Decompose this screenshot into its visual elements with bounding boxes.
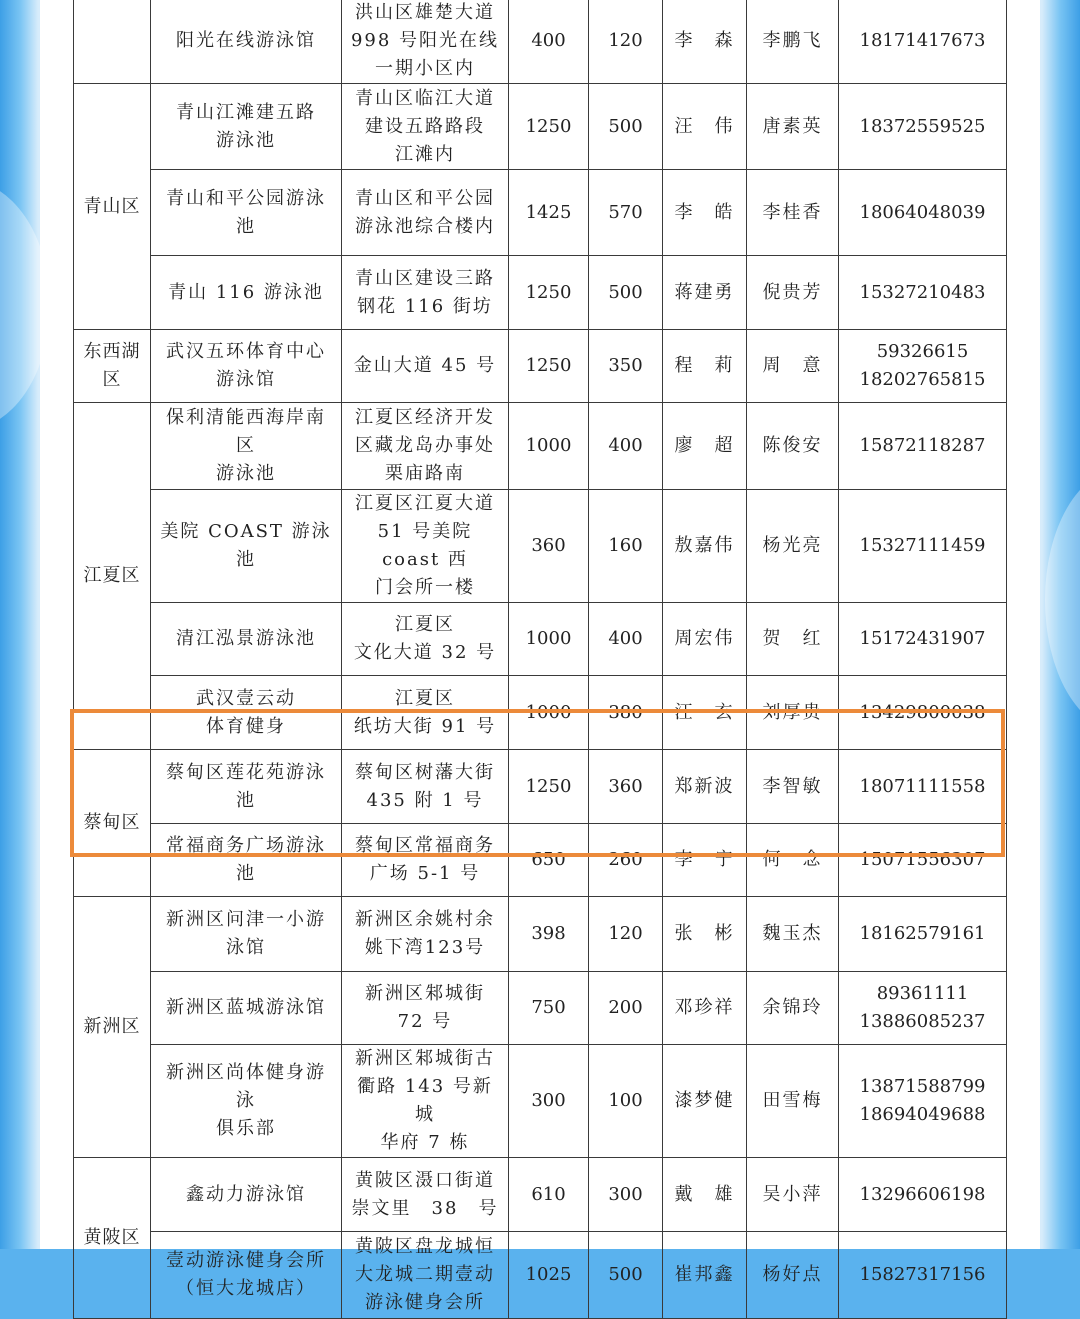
- venue-name-cell: 新洲区尚体健身游泳 俱乐部: [151, 1045, 342, 1158]
- area-cell: 400: [509, 0, 589, 84]
- area-cell: 1425: [509, 170, 589, 256]
- contact-cell: 唐素英: [747, 84, 839, 170]
- venue-name-cell: 青山江滩建五路 游泳池: [151, 84, 342, 170]
- address-cell: 新洲区余姚村余 姚下湾123号: [342, 897, 509, 972]
- address-cell: 江夏区江夏大道 51 号美院 coast 西 门会所一楼: [342, 490, 509, 603]
- contact-cell: 李桂香: [747, 170, 839, 256]
- phone-cell: 13429800038: [839, 676, 1007, 750]
- address-cell: 黄陂区盘龙城恒 大龙城二期壹动 游泳健身会所: [342, 1232, 509, 1319]
- venue-name-cell: 青山和平公园游泳池: [151, 170, 342, 256]
- phone-cell: 18372559525: [839, 84, 1007, 170]
- contact-cell: 倪贵芳: [747, 256, 839, 330]
- area-cell: 1250: [509, 256, 589, 330]
- table-row: [74, 0, 1007, 84]
- district-cell: 黄陂区: [74, 1158, 151, 1319]
- table-row: [74, 490, 1007, 603]
- capacity-cell: 100: [589, 1045, 663, 1158]
- manager-cell: 敖嘉伟: [663, 490, 747, 603]
- capacity-cell: 350: [589, 330, 663, 403]
- venue-name-cell: 清江泓景游泳池: [151, 603, 342, 676]
- table-row: [74, 972, 1007, 1045]
- contact-cell: 杨光亮: [747, 490, 839, 603]
- district-cell: 新洲区: [74, 897, 151, 1158]
- manager-cell: 程 莉: [663, 330, 747, 403]
- phone-cell: 13296606198: [839, 1158, 1007, 1232]
- contact-cell: 贺 红: [747, 603, 839, 676]
- address-cell: 青山区临江大道 建设五路路段 江滩内: [342, 84, 509, 170]
- venue-name-cell: 武汉壹云动 体育健身: [151, 676, 342, 750]
- area-cell: 1000: [509, 676, 589, 750]
- phone-cell: 89361111 13886085237: [839, 972, 1007, 1045]
- address-cell: 蔡甸区常福商务 广场 5-1 号: [342, 824, 509, 897]
- district-cell: 江夏区: [74, 403, 151, 750]
- phone-cell: 18162579161: [839, 897, 1007, 972]
- address-cell: 蔡甸区树藩大街 435 附 1 号: [342, 750, 509, 824]
- venue-name-cell: 常福商务广场游泳池: [151, 824, 342, 897]
- district-cell: [74, 0, 151, 84]
- area-cell: 300: [509, 1045, 589, 1158]
- capacity-cell: 380: [589, 676, 663, 750]
- table-row: [74, 330, 1007, 403]
- table-row: [74, 256, 1007, 330]
- area-cell: 1000: [509, 603, 589, 676]
- contact-cell: 魏玉杰: [747, 897, 839, 972]
- manager-cell: 戴 雄: [663, 1158, 747, 1232]
- phone-cell: 18064048039: [839, 170, 1007, 256]
- address-cell: 金山大道 45 号: [342, 330, 509, 403]
- swimming-venue-table: [73, 0, 1007, 1319]
- venue-name-cell: 鑫动力游泳馆: [151, 1158, 342, 1232]
- capacity-cell: 570: [589, 170, 663, 256]
- phone-cell: 15327111459: [839, 490, 1007, 603]
- manager-cell: 郑新波: [663, 750, 747, 824]
- area-cell: 1250: [509, 750, 589, 824]
- capacity-cell: 500: [589, 1232, 663, 1319]
- phone-cell: 15827317156: [839, 1232, 1007, 1319]
- manager-cell: 漆梦健: [663, 1045, 747, 1158]
- contact-cell: 吴小萍: [747, 1158, 839, 1232]
- capacity-cell: 200: [589, 972, 663, 1045]
- contact-cell: 何 念: [747, 824, 839, 897]
- area-cell: 610: [509, 1158, 589, 1232]
- table-row: [74, 824, 1007, 897]
- capacity-cell: 120: [589, 897, 663, 972]
- capacity-cell: 260: [589, 824, 663, 897]
- capacity-cell: 300: [589, 1158, 663, 1232]
- contact-cell: 李鹏飞: [747, 0, 839, 84]
- capacity-cell: 120: [589, 0, 663, 84]
- phone-cell: 18071111558: [839, 750, 1007, 824]
- manager-cell: 李 宁: [663, 824, 747, 897]
- address-cell: 青山区和平公园 游泳池综合楼内: [342, 170, 509, 256]
- phone-cell: 15172431907: [839, 603, 1007, 676]
- area-cell: 1250: [509, 330, 589, 403]
- table-row: [74, 1045, 1007, 1158]
- venue-name-cell: 美院 COAST 游泳池: [151, 490, 342, 603]
- venue-name-cell: 蔡甸区莲花苑游泳池: [151, 750, 342, 824]
- district-cell: 东西湖 区: [74, 330, 151, 403]
- phone-cell: 18171417673: [839, 0, 1007, 84]
- table-row: [74, 1232, 1007, 1319]
- background-circle: [1045, 470, 1080, 730]
- contact-cell: 刘厚贵: [747, 676, 839, 750]
- table-row: [74, 84, 1007, 170]
- venue-name-cell: 壹动游泳健身会所 （恒大龙城店）: [151, 1232, 342, 1319]
- capacity-cell: 400: [589, 403, 663, 490]
- area-cell: 1250: [509, 84, 589, 170]
- capacity-cell: 360: [589, 750, 663, 824]
- capacity-cell: 160: [589, 490, 663, 603]
- venue-name-cell: 青山 116 游泳池: [151, 256, 342, 330]
- manager-cell: 邓珍祥: [663, 972, 747, 1045]
- manager-cell: 周宏伟: [663, 603, 747, 676]
- table-row: [74, 170, 1007, 256]
- manager-cell: 汪 玄: [663, 676, 747, 750]
- contact-cell: 杨好点: [747, 1232, 839, 1319]
- capacity-cell: 400: [589, 603, 663, 676]
- phone-cell: 59326615 18202765815: [839, 330, 1007, 403]
- area-cell: 360: [509, 490, 589, 603]
- manager-cell: 崔邦鑫: [663, 1232, 747, 1319]
- capacity-cell: 500: [589, 84, 663, 170]
- address-cell: 洪山区雄楚大道 998 号阳光在线 一期小区内: [342, 0, 509, 84]
- area-cell: 650: [509, 824, 589, 897]
- phone-cell: 15872118287: [839, 403, 1007, 490]
- table-row: [74, 676, 1007, 750]
- manager-cell: 汪 伟: [663, 84, 747, 170]
- manager-cell: 张 彬: [663, 897, 747, 972]
- address-cell: 新洲区邾城街 72 号: [342, 972, 509, 1045]
- venue-name-cell: 保利清能西海岸南区 游泳池: [151, 403, 342, 490]
- address-cell: 新洲区邾城街古 衢路 143 号新城 华府 7 栋: [342, 1045, 509, 1158]
- table-row: [74, 897, 1007, 972]
- phone-cell: 15071556307: [839, 824, 1007, 897]
- table-row: [74, 1158, 1007, 1232]
- area-cell: 398: [509, 897, 589, 972]
- address-cell: 江夏区 文化大道 32 号: [342, 603, 509, 676]
- district-cell: 青山区: [74, 84, 151, 330]
- area-cell: 750: [509, 972, 589, 1045]
- address-cell: 黄陂区滠口街道 崇文里 38 号: [342, 1158, 509, 1232]
- address-cell: 青山区建设三路 钢花 116 街坊: [342, 256, 509, 330]
- table-row: [74, 403, 1007, 490]
- venue-name-cell: 阳光在线游泳馆: [151, 0, 342, 84]
- capacity-cell: 500: [589, 256, 663, 330]
- venue-name-cell: 武汉五环体育中心 游泳馆: [151, 330, 342, 403]
- manager-cell: 蒋建勇: [663, 256, 747, 330]
- phone-cell: 15327210483: [839, 256, 1007, 330]
- contact-cell: 陈俊安: [747, 403, 839, 490]
- contact-cell: 田雪梅: [747, 1045, 839, 1158]
- address-cell: 江夏区 纸坊大街 91 号: [342, 676, 509, 750]
- contact-cell: 李智敏: [747, 750, 839, 824]
- venue-name-cell: 新洲区问津一小游 泳馆: [151, 897, 342, 972]
- venue-name-cell: 新洲区蓝城游泳馆: [151, 972, 342, 1045]
- phone-cell: 13871588799 18694049688: [839, 1045, 1007, 1158]
- address-cell: 江夏区经济开发 区藏龙岛办事处 栗庙路南: [342, 403, 509, 490]
- manager-cell: 李 森: [663, 0, 747, 84]
- table-row: [74, 750, 1007, 824]
- district-cell: 蔡甸区: [74, 750, 151, 897]
- contact-cell: 周 意: [747, 330, 839, 403]
- manager-cell: 李 皓: [663, 170, 747, 256]
- area-cell: 1000: [509, 403, 589, 490]
- manager-cell: 廖 超: [663, 403, 747, 490]
- contact-cell: 余锦玲: [747, 972, 839, 1045]
- table-row: [74, 603, 1007, 676]
- area-cell: 1025: [509, 1232, 589, 1319]
